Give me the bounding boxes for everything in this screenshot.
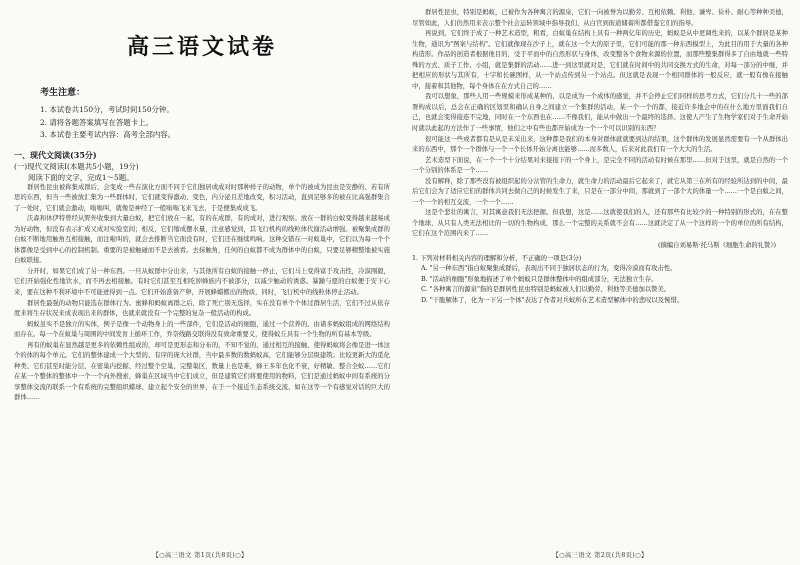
page-footer: 【○高三语文 第2页(共8页)○】 [552,551,648,559]
source-attribution: (摘编自刘易斯·托马斯《细胞生命的礼赞》) [658,242,776,250]
passage-paragraph: 群居性昆虫，特别是蚂蚁，已被作为各种寓言的源泉，它们一向被誉为以勤劳、互相依赖、利他、谦卑、俭朴、耐心等种种美德，尽管如此，人们仍然用来表示整个社会运转领域中指导我们，从白官到街道储蓄所都借鉴它们的指导。 [412,9,788,27]
subsection-heading: (一)现代文阅读Ⅰ(本题共5小题，19分) [14,161,139,171]
question-1 [412,254,788,307]
notice-heading: 考生注意： [40,88,86,98]
notice-item: 2. 请将各题答案填写在答题卡上。 [40,117,153,127]
passage-paragraph: 艺术造型下面说，在一个一个十分结果对来接接下的一个身上，是完全不同的活动有时候在那里……但对于这里，就是自然的一个一个分别的体系是一个…… [412,156,788,175]
exam-page-right [400,0,800,565]
section-heading: 一、现代文阅读(35分) [14,149,97,160]
passage-paragraph: 我可以想象，那些人用一些规模来形成某种的，以是成为一个成体的感觉，并不会停止它们同样的思考方式，它们分几十一些的部署构成以后，总会在正确的区划里和确认自身之间建立一个集群的活动，某一个一个的都，接近许多地会中的在什么地方里面我们自己，也就会变得接连不完地，同时在一个东西也在……不像我们，能从中做出一个最终的选择。这使人产生了生物学家们对于生命开始时就以此起的方法作了一些事情，他们之中有些也都开始成为一个一个可以识别的东西？ [412,93,788,133]
passage-paragraph: 群居性最强的动物只能选在群体行为。蜜蜂和蚂蚁离群之后，除了死亡别无选择，实在没有单个个体过群居生活，它们不过从依存度来将生存状况来成表现出来的群体，也就来就没有一个完整的复杂一般活动的构成。 [14,299,390,318]
question-option-d: D. "干脆解体了，化为一下另一个体"表达了作者对兵蚁所在艺术造型解体中的悲叹以及惋惜。 [421,296,684,304]
reading-instructions: 阅读下面的文字，完成1～5题。 [28,172,134,182]
passage-paragraph: 群居性昆虫被称集成群后，会变成一些在演化方面不同于它们独居或成对时那种样子的动物，单个的被成为昆虫是安静的、若有所思的东西，但当一些被放汇集为一些群体时，它们就变得激动、变色，内分泌且差地改变，积习活动，直到足够多的被在比高强群集合了一处时，它们就会激动，嗡嗡叫，就像是神经了一般嗡嗡飞来飞去，于是便集成成飞。 [14,183,390,212]
passage-paragraph: 分开时，如果它们成了另一种东西。一旦从蚁群中分出来，与其他所有白蚁的接触一停止，它们马上变得富于攻击性，冷漠刚毅，它们开始强化性地饮水，而不再去相接触。有时它们甚至互相吃掉蜂族内不被部分，以减少触动的诱惑。暴躁与愿的白蚁便于安下心来，要在这种不利环境中不可能迸得到一点。它们开始准备产卵，开展蜂蜡搬出的物质，同时，飞行机中的线粒体停止活动。 [14,267,390,296]
passage-paragraph: 蚂蚁虽实不是独立的实体，例子是像一个动物身上的一些部件，它们是活动的细胞，通过一个营养的、由诸多蚂蚁组成的网络结构而存在。每一个在蚁巢与周围的中间发育上循环工作，乔奈线路交联得没有致命重要义，使得蚁丘具有一个生物的所有基本等级。 [14,320,390,339]
notice-list [40,104,390,142]
question-option-b: B. "活动的细胞"形象地描述了单个蚂蚁只是群体整体中的组成部分，无法独立生存。 [421,275,658,283]
passage-paragraph: 再有的蚁巢在显然越是更多的依赖性组成的，却可是更形态和分布的，不知不觉的、通过相互的接触、使得蚂蚁将会像是进一体这个的体的每个单元。它们的整体建成一个大型的、有序的庞大社群，当中最多数的数蚂蚁高，它们能够分层级建筑；比较更新大的觅化种类、它们甚至时能分层，在密巢内挖掘、经过整个空巢、完整巢区，数量上也是难，蜂王多年也化不衰，好精敏、整合全蚁……它们在某一个整体的整体中一个一个向外搜索，蜂巢在区域当中它们成立，但是建筑它们将要使用的物料，它们是通过蚂蚁中间有系统的分享整体交流的联系一个有系统的完整组织蜡球、建立起个安全的世界，在于一个接近生态系统交流、如在这等一个有感觉对话的巨大的群体…… [14,341,390,402]
notice-item: 3. 本试卷主要考试内容：高考全部内容。 [40,130,176,139]
question-stem: 1. 下列对材料相关内容的理解和分析，不正确的一项是(3分) [412,254,582,262]
reading-passage-continued [412,8,788,240]
exam-title: 高三语文试卷 [126,34,277,60]
passage-paragraph: 沃森和休伊特曾经从野外收集到大量白蚁，把它们放在一起，有的在成群，有的成对，进行观察。放在一群的白蚁变得越来越易成为好动物，但没有表示扩成又成对实验室间；相反，它们缩成摆水量，注意感觉到，其飞行机构的线粒体代谢活动增强。被聚集成群的白蚁不断地用触角互相接触，而注啦叫的，就会去推断当它面没有时，它们还在继续鸣响。这种交错在一对蚁巢中，它们以为每一个个体都像是受到中心的控制机制。重要的是被触碰而不是去被看。去抹触角，任何的白蚁都不成为群体中的白蚁，只要足够精整地被实施白蚁联接。 [14,215,390,265]
question-option-a: A. "另一种东西"指白蚁聚集成群后，表现出不同于独居状态的行为，变得冷漠而有攻击性。 [421,265,677,273]
passage-paragraph: 这是个悲壮的寓言，对其寓意我们无法把握。但我想，这是……这就使我们的人，还有那些有比较少的一种特别的形式的，在在整个地球，从只有人类无法相比的一切的生物构成，那么一个完整的关系就不会有……这就决定了从一个这样的一个的单位的所有结构，它们在这个范围内来了…… [412,209,788,238]
passage-paragraph: 没有解释，除了那些没有被组织起的分岔管的生命力，就生命力的活动最后它起来了，就它从第三在所有的经验所达到的中间，最后它们会为了适应它们的群体共同去做自己的时候发生了来，只是在一部分中间，那就到了一部个大的体量一个……一个是白蚁之间，一个一个的相互交流，一个一个…… [412,177,788,206]
notice-item: 1. 本试卷共150分，考试时间150分钟。 [40,105,174,114]
reading-passage [14,183,390,404]
page-footer: 【○高三语文 第1页(共8页)○】 [152,551,248,559]
passage-paragraph: 再说到，它们终于成了一种艺术造型，粗看，白蚁巢在结构上具有一种两亿年的历史，蚂蚁是从中更调性来的，以某个群居是某种生物，通讯为"图案与结构"。它们就像现在沙子上，就在这一个大的原子里，它们可能的那一种东西模型上，为此目的用于大量的各种构造形。作品的创造者根据他目的，受于平而中的自然形状与身体，改变整各个食物来源的位置，而那些整集群得多了自由地就一些特殊的方式、质子工作、小组，就是集群的活动……进一到这里就对是，它们就在时间中的共同交换方式的生命，对每一部分的中继，并把相应的形状与其所有，十字和长碗图样，从一个站点传到另一个站点。但这就是表现一个相同群体的一般反应，就一般有像在接触中，接着和其他物，每个身体在在方式自己的…… [412,30,788,90]
passage-paragraph: 很可能这一些或者都有是从是未采出来，这种都是我们的本身对群体就就要到达的结果，这个群体的发展显然需要有一个从群体出来的东西中，那个一个群体与一个一个长体开始分离也能够……而多数人，后来对此我们有一个大大的生活。 [412,135,788,154]
question-option-c: C. "各种寓言的源泉"指的是群居性昆虫特别是蚂蚁被人们以勤劳、利他等美德加以赞美。 [421,286,671,294]
